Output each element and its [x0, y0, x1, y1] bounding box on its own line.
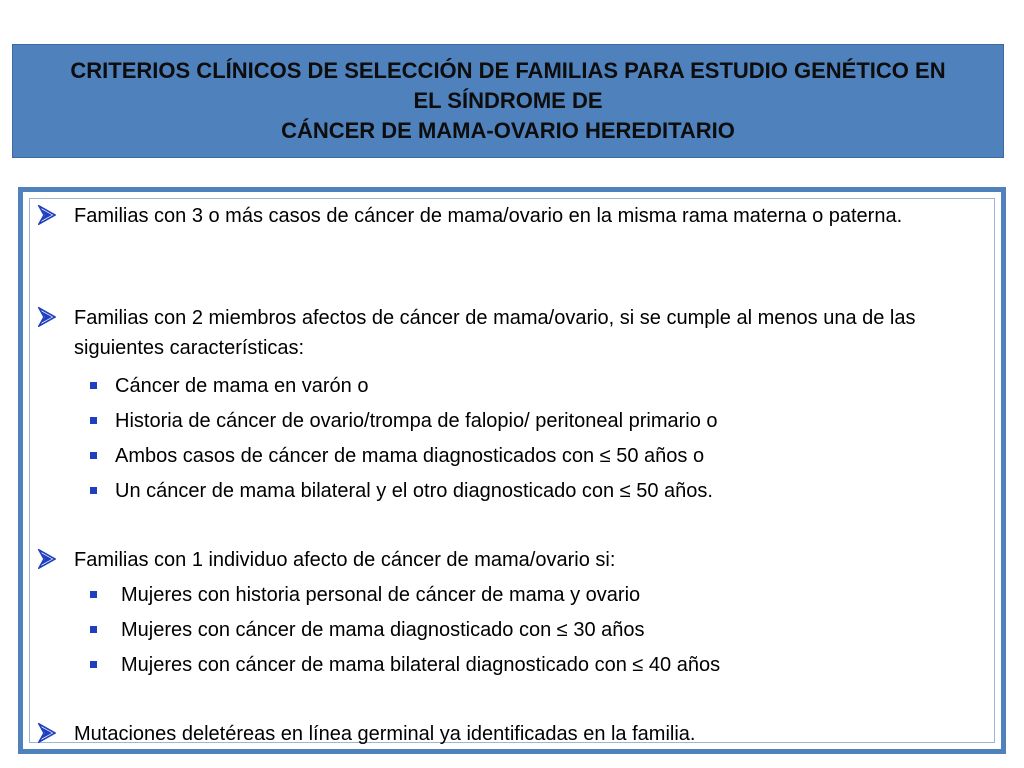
arrow-bullet-icon [38, 205, 56, 225]
criterion-text: Mutaciones deletéreas en línea germinal ya identificadas en la familia. [74, 723, 696, 745]
criterion-text: Familias con 2 miembros afectos de cáncer de mama/ovario, si se cumple al menos una de las siguientes características: [74, 307, 916, 359]
square-bullet-icon [90, 626, 97, 633]
sub-criterion [90, 615, 645, 645]
title-line-2: EL SÍNDROME DE [413, 88, 603, 113]
sub-criterion-text: Ambos casos de cáncer de mama diagnosticados con ≤ 50 años o [115, 445, 705, 467]
sub-criterion-text: Historia de cáncer de ovario/trompa de falopio/ peritoneal primario o [115, 410, 718, 432]
sub-criterion [90, 650, 720, 680]
criteria-box-inner [29, 198, 995, 743]
title-line-1: CRITERIOS CLÍNICOS DE SELECCIÓN DE FAMILIAS PARA ESTUDIO GENÉTICO EN [70, 58, 946, 83]
square-bullet-icon [90, 382, 97, 389]
criterion-text: Familias con 3 o más casos de cáncer de mama/ovario en la misma rama materna o paterna. [74, 205, 903, 227]
sub-criterion [90, 476, 713, 506]
sub-criterion [90, 441, 704, 471]
square-bullet-icon [90, 417, 97, 424]
criterion-text: Familias con 1 individuo afecto de cáncer de mama/ovario si: [74, 549, 616, 571]
arrow-bullet-icon [38, 307, 56, 327]
sub-criterion-text: Mujeres con cáncer de mama bilateral diagnosticado con ≤ 40 años [121, 654, 721, 676]
square-bullet-icon [90, 487, 97, 494]
slide-title [12, 44, 1004, 158]
square-bullet-icon [90, 591, 97, 598]
arrow-bullet-icon [38, 549, 56, 569]
sub-criterion-text: Cáncer de mama en varón o [115, 375, 369, 397]
square-bullet-icon [90, 452, 97, 459]
sub-criterion [90, 580, 640, 610]
criteria-box [18, 187, 1006, 754]
sub-criterion-text: Mujeres con historia personal de cáncer de mama y ovario [121, 584, 641, 606]
square-bullet-icon [90, 661, 97, 668]
title-line-3: CÁNCER DE MAMA-OVARIO HEREDITARIO [281, 118, 735, 143]
sub-criterion [90, 406, 718, 436]
sub-criterion-text: Un cáncer de mama bilateral y el otro diagnosticado con ≤ 50 años. [115, 480, 713, 502]
sub-criterion-text: Mujeres con cáncer de mama diagnosticado con ≤ 30 años [121, 619, 645, 641]
sub-criterion [90, 371, 368, 401]
arrow-bullet-icon [38, 723, 56, 743]
